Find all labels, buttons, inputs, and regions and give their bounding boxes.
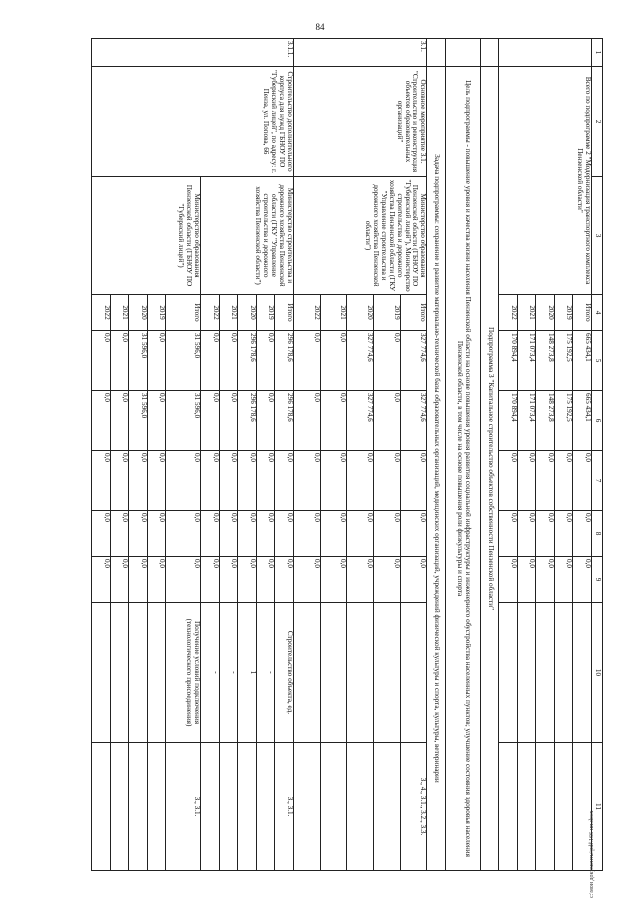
table-cell: 2020 bbox=[129, 295, 148, 331]
table-cell: 2022 bbox=[293, 295, 320, 331]
table-cell: 0,0 bbox=[129, 511, 148, 557]
total-label-cell: Всего по подпрограмме 2 "Модернизация транспортного комплекса Пензенской области" bbox=[499, 67, 592, 295]
table-cell: 0,0 bbox=[517, 511, 536, 557]
table-cell: 0,0 bbox=[92, 451, 111, 511]
header-cell: 7 bbox=[592, 451, 603, 511]
table-cell bbox=[499, 603, 518, 743]
table-cell: 0,0 bbox=[293, 331, 320, 391]
table-cell: 31 596,0 bbox=[129, 391, 148, 451]
row-number-cell bbox=[445, 39, 480, 67]
section-row bbox=[480, 39, 499, 871]
table-cell bbox=[147, 743, 166, 871]
header-cell: 6 bbox=[592, 391, 603, 451]
table-cell: 0,0 bbox=[320, 331, 347, 391]
table-cell: 0,0 bbox=[573, 557, 592, 603]
table-cell: 2021 bbox=[517, 295, 536, 331]
table-cell: - bbox=[256, 603, 275, 743]
table-cell: 175 192,5 bbox=[554, 331, 573, 391]
table-cell: 0,0 bbox=[166, 511, 201, 557]
item-number-cell: 3.1. bbox=[293, 39, 427, 67]
executor-cell: Министерство строительства и дорожного хозяйства Пензенской области (ГКУ "Управление строительства и дорожного хозяйства Пензенской области") bbox=[201, 177, 294, 295]
table-cell: 0,0 bbox=[517, 451, 536, 511]
table-cell bbox=[129, 743, 148, 871]
table-cell: 31 596,0 bbox=[166, 331, 201, 391]
table-cell bbox=[373, 603, 400, 743]
table-cell: 0,0 bbox=[92, 557, 111, 603]
table-cell: 0,0 bbox=[92, 511, 111, 557]
table-cell: 3., 3.1. bbox=[166, 743, 201, 871]
table-cell: 0,0 bbox=[219, 511, 238, 557]
table-cell: 0,0 bbox=[256, 331, 275, 391]
table-cell: 0,0 bbox=[536, 511, 555, 557]
table-cell: 296 178,6 bbox=[275, 331, 294, 391]
table-cell: 0,0 bbox=[110, 557, 129, 603]
table-cell: - bbox=[201, 603, 220, 743]
item-name-cell: Строительство дополнительного корпуса для нужд ГБНОУ ПО "Губернский лицей", по адресу: г. Пенза, ул. Попова, 66 bbox=[92, 67, 294, 177]
header-cell: 10 bbox=[592, 603, 603, 743]
table-cell: 148 273,8 bbox=[536, 331, 555, 391]
table-cell: 0,0 bbox=[147, 391, 166, 451]
table-cell: 2022 bbox=[92, 295, 111, 331]
table-cell bbox=[499, 743, 518, 871]
table-cell: 0,0 bbox=[554, 557, 573, 603]
table-cell: 2021 bbox=[219, 295, 238, 331]
section-title-cell: Цель подпрограммы - повышение уровня и качества жизни населения Пензенской области на основе повышения уровня развития социальной инфраструктуры и инженерного обустройства населенных пунктов; улучшение состояния здоровья населения Пензенской области, в том числе на основе повышения роли физкультуры и спорта bbox=[445, 67, 480, 871]
table-cell: 0,0 bbox=[320, 557, 347, 603]
row-number-cell bbox=[427, 39, 446, 67]
table-cell bbox=[129, 603, 148, 743]
table-cell: 0,0 bbox=[499, 557, 518, 603]
table-cell: 0,0 bbox=[92, 391, 111, 451]
header-cell: 1 bbox=[592, 39, 603, 67]
table-cell: 0,0 bbox=[400, 451, 427, 511]
table-cell bbox=[110, 743, 129, 871]
table-cell: 0,0 bbox=[147, 557, 166, 603]
table-cell: 0,0 bbox=[219, 557, 238, 603]
table-cell: Итого bbox=[400, 295, 427, 331]
header-cell: 11 bbox=[592, 743, 603, 871]
table-cell: 0,0 bbox=[373, 331, 400, 391]
table-cell bbox=[110, 603, 129, 743]
table-cell bbox=[400, 603, 427, 743]
table-cell: 2021 bbox=[110, 295, 129, 331]
table-cell: 0,0 bbox=[110, 331, 129, 391]
table-cell: 0,0 bbox=[219, 391, 238, 451]
header-cell: 5 bbox=[592, 331, 603, 391]
table-cell: 0,0 bbox=[499, 511, 518, 557]
table-row bbox=[275, 39, 294, 871]
table-cell bbox=[573, 603, 592, 743]
table-cell: 0,0 bbox=[373, 391, 400, 451]
table-row bbox=[400, 39, 427, 871]
table-cell bbox=[373, 743, 400, 871]
section-row bbox=[445, 39, 480, 871]
table-cell bbox=[347, 603, 374, 743]
table-cell: 0,0 bbox=[347, 451, 374, 511]
table-cell: 31 596,0 bbox=[166, 391, 201, 451]
table-cell: 0,0 bbox=[275, 511, 294, 557]
table-cell bbox=[92, 603, 111, 743]
table-cell: 2020 bbox=[536, 295, 555, 331]
table-cell: 0,0 bbox=[147, 511, 166, 557]
table-cell: 0,0 bbox=[275, 451, 294, 511]
table-cell bbox=[293, 603, 320, 743]
table-cell: Итого bbox=[573, 295, 592, 331]
table-cell: 327 774,6 bbox=[400, 391, 427, 451]
row-number-cell bbox=[480, 39, 499, 67]
table-cell: 0,0 bbox=[320, 511, 347, 557]
header-cell: 9 bbox=[592, 557, 603, 603]
table-cell: 0,0 bbox=[554, 511, 573, 557]
budget-table-sheet bbox=[91, 38, 603, 870]
section-row bbox=[427, 39, 446, 871]
table-cell: 2022 bbox=[201, 295, 220, 331]
table-cell: Строительство объекта, ед. bbox=[275, 603, 294, 743]
table-cell: 296 178,6 bbox=[238, 331, 257, 391]
table-cell: 0,0 bbox=[373, 557, 400, 603]
table-cell: 0,0 bbox=[256, 391, 275, 451]
item-name-cell: Основное мероприятие 3.1. "Строительство и реконструкция объектов образовательных организаций" bbox=[293, 67, 427, 177]
table-cell bbox=[238, 743, 257, 871]
table-cell: 0,0 bbox=[347, 511, 374, 557]
table-cell: 0,0 bbox=[238, 557, 257, 603]
row-number-cell bbox=[499, 39, 592, 67]
table-cell: 0,0 bbox=[573, 451, 592, 511]
table-cell: 0,0 bbox=[238, 451, 257, 511]
table-cell: 0,0 bbox=[517, 557, 536, 603]
table-cell bbox=[147, 603, 166, 743]
table-cell: 665 434,1 bbox=[573, 391, 592, 451]
table-cell: 0,0 bbox=[320, 391, 347, 451]
table-cell bbox=[219, 743, 238, 871]
table-cell bbox=[347, 743, 374, 871]
table-cell: 0,0 bbox=[201, 557, 220, 603]
table-cell bbox=[536, 743, 555, 871]
table-cell: 0,0 bbox=[166, 557, 201, 603]
item-number-cell: 3.1.1. bbox=[92, 39, 294, 67]
table-cell: 2021 bbox=[320, 295, 347, 331]
table-cell: 0,0 bbox=[92, 331, 111, 391]
executor-cell: Министерство образования Пензенской области (ГБНОУ ПО "Губернский лицей"), Министерство строительства и дорожного хозяйства Пензенской области (ГКУ "Управление строительства и дорожного хозяйства Пензенской области") bbox=[293, 177, 427, 295]
section-title-cell: Подпрограмма 3 "Капитальное строительство объектов собственности Пензенской области" bbox=[480, 67, 499, 871]
table-cell bbox=[554, 743, 573, 871]
table-cell: 0,0 bbox=[201, 331, 220, 391]
footer-path: c:\мои документы\pdf\166-ип.docx bbox=[589, 810, 595, 898]
table-cell bbox=[293, 743, 320, 871]
table-cell bbox=[517, 603, 536, 743]
table-cell: 665 434,1 bbox=[573, 331, 592, 391]
table-cell: 2019 bbox=[256, 295, 275, 331]
table-cell: 0,0 bbox=[536, 451, 555, 511]
table-cell: 3., 4., 3.1., 3.2., 3.3. bbox=[400, 743, 427, 871]
table-cell: 0,0 bbox=[129, 451, 148, 511]
table-cell: 0,0 bbox=[256, 557, 275, 603]
table-cell bbox=[517, 743, 536, 871]
table-cell: 0,0 bbox=[373, 451, 400, 511]
table-cell: 2020 bbox=[347, 295, 374, 331]
table-body bbox=[92, 39, 603, 871]
table-cell: 327 774,6 bbox=[347, 391, 374, 451]
table-cell: 0,0 bbox=[201, 451, 220, 511]
table-cell bbox=[320, 743, 347, 871]
header-cell: 8 bbox=[592, 511, 603, 557]
table-cell: 296 178,6 bbox=[275, 391, 294, 451]
table-cell: 170 894,4 bbox=[499, 331, 518, 391]
table-cell: 0,0 bbox=[129, 557, 148, 603]
table-cell: 0,0 bbox=[275, 557, 294, 603]
table-cell: 0,0 bbox=[536, 557, 555, 603]
table-cell: 0,0 bbox=[256, 511, 275, 557]
budget-table bbox=[91, 38, 603, 871]
table-cell: 0,0 bbox=[201, 511, 220, 557]
table-cell: 0,0 bbox=[201, 391, 220, 451]
table-cell: 0,0 bbox=[293, 557, 320, 603]
table-cell: 2022 bbox=[499, 295, 518, 331]
table-cell bbox=[320, 603, 347, 743]
table-cell: 0,0 bbox=[256, 451, 275, 511]
table-cell: 327 774,6 bbox=[347, 331, 374, 391]
table-cell: 0,0 bbox=[147, 451, 166, 511]
header-cell: 2 bbox=[592, 67, 603, 177]
table-cell: 0,0 bbox=[219, 331, 238, 391]
table-cell: 2019 bbox=[554, 295, 573, 331]
table-cell: 0,0 bbox=[573, 511, 592, 557]
table-cell: Итого bbox=[166, 295, 201, 331]
table-cell: - bbox=[219, 603, 238, 743]
table-cell: 0,0 bbox=[110, 511, 129, 557]
table-cell: 3., 3.1. bbox=[275, 743, 294, 871]
table-cell bbox=[536, 603, 555, 743]
table-cell: 0,0 bbox=[238, 511, 257, 557]
table-cell: 0,0 bbox=[147, 331, 166, 391]
column-number-row bbox=[592, 39, 603, 871]
table-cell: 0,0 bbox=[400, 557, 427, 603]
table-cell: 0,0 bbox=[293, 511, 320, 557]
table-cell: Итого bbox=[275, 295, 294, 331]
executor-cell: Министерство образования Пензенской области (ГБНОУ ПО "Губернский лицей") bbox=[92, 177, 201, 295]
table-cell: 175 192,5 bbox=[554, 391, 573, 451]
table-cell bbox=[92, 743, 111, 871]
table-cell bbox=[201, 743, 220, 871]
table-cell: 327 774,6 bbox=[400, 331, 427, 391]
table-cell: 148 273,8 bbox=[536, 391, 555, 451]
table-cell: 0,0 bbox=[400, 511, 427, 557]
table-cell bbox=[256, 743, 275, 871]
table-cell: 0,0 bbox=[293, 451, 320, 511]
table-cell: 0,0 bbox=[373, 511, 400, 557]
table-cell: 0,0 bbox=[554, 451, 573, 511]
table-cell: 0,0 bbox=[110, 451, 129, 511]
table-cell: 296 178,6 bbox=[238, 391, 257, 451]
table-cell: 1 bbox=[238, 603, 257, 743]
table-cell: 170 894,4 bbox=[499, 391, 518, 451]
table-cell: Получение условий подключения (технологического присоединения) bbox=[166, 603, 201, 743]
table-cell: 2020 bbox=[238, 295, 257, 331]
table-row bbox=[573, 39, 592, 871]
table-cell: 0,0 bbox=[293, 391, 320, 451]
table-cell: 0,0 bbox=[219, 451, 238, 511]
table-cell: 2019 bbox=[373, 295, 400, 331]
table-cell: 0,0 bbox=[166, 451, 201, 511]
table-cell: 0,0 bbox=[499, 451, 518, 511]
table-cell: 31 596,0 bbox=[129, 331, 148, 391]
table-cell: 0,0 bbox=[347, 557, 374, 603]
table-cell: 0,0 bbox=[110, 391, 129, 451]
table-cell: 171 073,4 bbox=[517, 331, 536, 391]
table-cell bbox=[554, 603, 573, 743]
table-cell: 2019 bbox=[147, 295, 166, 331]
header-cell: 3 bbox=[592, 177, 603, 295]
section-title-cell: Задача подпрограммы: сохранение и развитие материально-технической базы образовательных организаций, медицинских организаций, учреждений физической культуры и спорта, культуры, ветеринарии bbox=[427, 67, 446, 871]
page-number: 84 bbox=[315, 22, 325, 32]
table-cell: 0,0 bbox=[320, 451, 347, 511]
table-cell: 171 073,4 bbox=[517, 391, 536, 451]
header-cell: 4 bbox=[592, 295, 603, 331]
